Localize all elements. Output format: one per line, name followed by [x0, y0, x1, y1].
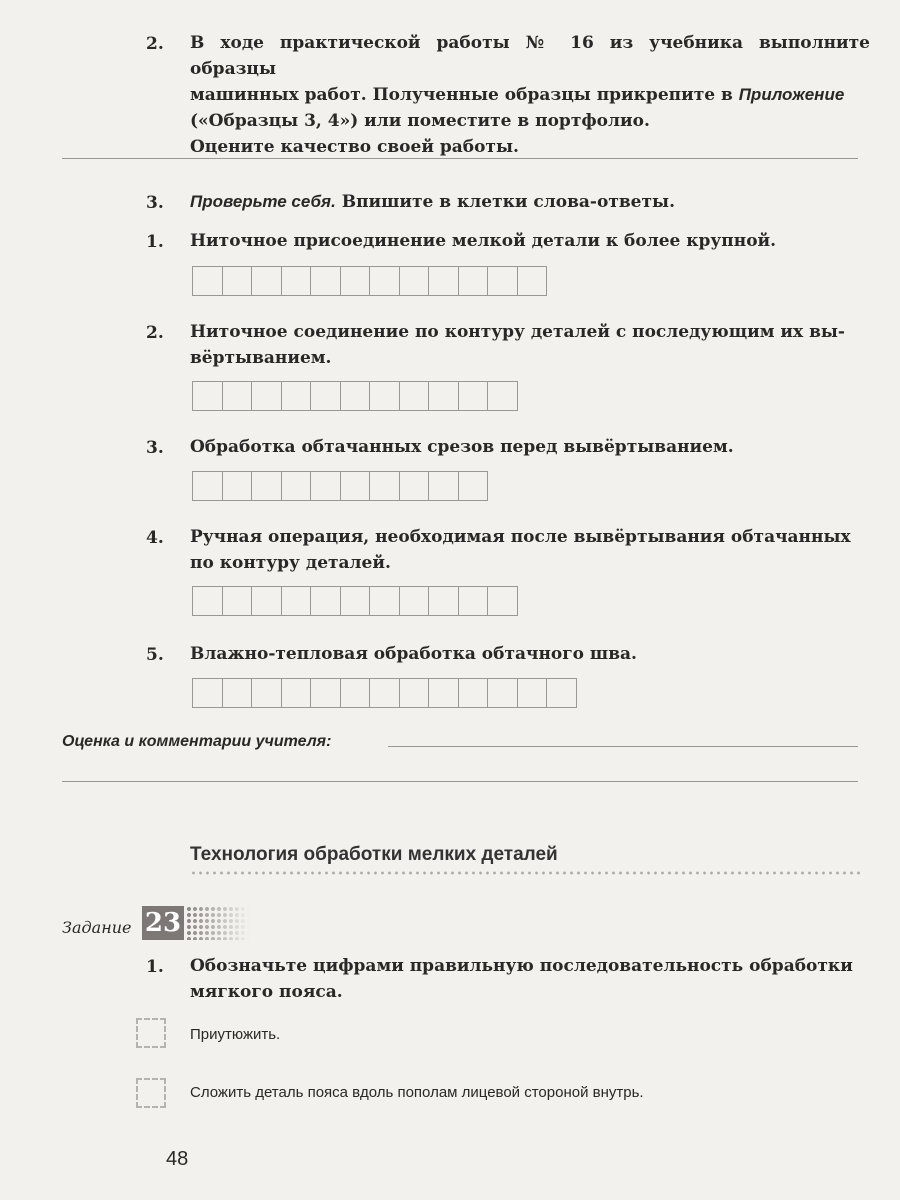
item-text: Обработка обтачанных срезов перед вывёртыванием.: [190, 437, 734, 457]
task-number: 2.: [146, 34, 164, 54]
answer-cells[interactable]: [192, 381, 518, 411]
sequence-number-box[interactable]: [136, 1018, 166, 1048]
text-line: Ниточное соединение по контуру деталей с последующим их вы-: [190, 322, 845, 342]
text-line: [190, 82, 870, 108]
text-line: («Образцы 3, 4») или поместите в портфолио.: [190, 111, 650, 131]
item-number: 2.: [146, 323, 164, 343]
text-line: Оцените качество своей работы.: [190, 137, 519, 157]
task-number: 1.: [146, 957, 164, 977]
divider: [62, 158, 858, 159]
text-line: вёртыванием.: [190, 348, 332, 368]
task-3-heading: [190, 189, 675, 215]
dotted-divider: [190, 871, 860, 875]
text-line: В ходе практической работы № 16 из учебника выполните образцы: [190, 33, 870, 79]
item-number: 3.: [146, 438, 164, 458]
step-text: Приутюжить.: [190, 1026, 281, 1043]
appendix-link: Приложение: [738, 85, 845, 104]
text-line: Обозначьте цифрами правильную последовательность обработки: [190, 956, 853, 976]
item-number: 5.: [146, 645, 164, 665]
item-number: 4.: [146, 528, 164, 548]
text-line: мягкого пояса.: [190, 982, 343, 1002]
item-text: [190, 319, 860, 371]
dot-pattern: [186, 906, 250, 940]
task-1-text: [190, 953, 860, 1005]
assignment-number-badge: 23: [142, 906, 184, 940]
task-instruction: Впишите в клетки слова-ответы.: [341, 192, 675, 212]
text-line: по контуру деталей.: [190, 553, 391, 573]
step-text: Сложить деталь пояса вдоль пополам лицевой стороной внутрь.: [190, 1084, 644, 1101]
task-number: 3.: [146, 193, 164, 213]
comment-line[interactable]: [388, 746, 858, 747]
answer-cells[interactable]: [192, 471, 488, 501]
text-span: машинных работ. Полученные образцы прикрепите в: [190, 85, 733, 105]
task-title: Проверьте себя.: [190, 192, 336, 211]
answer-cells[interactable]: [192, 586, 518, 616]
sequence-number-box[interactable]: [136, 1078, 166, 1108]
item-text: Влажно-тепловая обработка обтачного шва.: [190, 644, 637, 664]
section-title: Технология обработки мелких деталей: [190, 844, 558, 865]
text-line: Ручная операция, необходимая после вывёртывания обтачанных: [190, 527, 851, 547]
task-2-text: [190, 30, 870, 160]
answer-cells[interactable]: [192, 678, 577, 708]
answer-cells[interactable]: [192, 266, 547, 296]
teacher-comment-label: Оценка и комментарии учителя:: [62, 733, 332, 750]
comment-line[interactable]: [62, 781, 858, 782]
page-number: 48: [166, 1148, 189, 1170]
item-number: 1.: [146, 232, 164, 252]
assignment-label: Задание: [62, 918, 132, 937]
item-text: [190, 524, 860, 576]
item-text: Ниточное присоединение мелкой детали к более крупной.: [190, 231, 777, 251]
